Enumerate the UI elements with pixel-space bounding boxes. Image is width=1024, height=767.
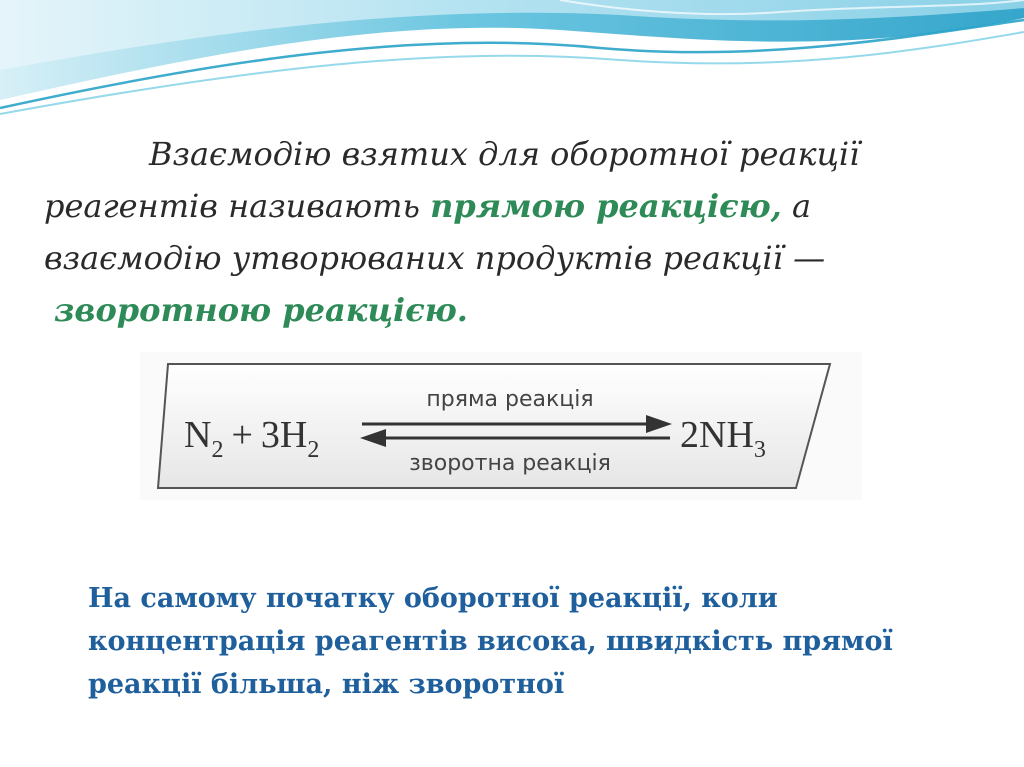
reactant-h-subscript: 2 <box>307 437 320 463</box>
plus-sign: + <box>231 414 253 456</box>
note-line-1: На самому початку оборотної реакції, коли <box>88 583 778 614</box>
note-paragraph <box>88 577 968 706</box>
reactant-h: 3H <box>260 414 308 456</box>
forward-reaction-term: прямою реакцією, <box>430 187 782 225</box>
definition-paragraph <box>44 128 944 336</box>
note-line-2: концентрація реагентів висока, швидкість прямої <box>88 626 893 657</box>
definition-line-2-end: а <box>791 187 812 225</box>
definition-line-3: взаємодію утворюваних продуктів реакції — <box>44 239 826 277</box>
forward-reaction-label: пряма реакція <box>426 387 594 412</box>
note-line-3: реакції більша, ніж зворотної <box>88 669 565 700</box>
svg-text:N2+3H2 <box>184 414 319 463</box>
definition-line-2-start: реагентів називають <box>44 187 420 225</box>
product-subscript: 3 <box>753 437 766 463</box>
reverse-reaction-term: зворотною реакцією. <box>54 291 468 329</box>
reactant-n: N <box>184 414 212 456</box>
definition-line-1: Взаємодію взятих для оборотної реакції <box>149 135 860 173</box>
svg-text:2NH3 <box>680 414 766 463</box>
product-nh: 2NH <box>680 414 754 456</box>
definition-line-4 <box>44 284 944 336</box>
header-wave-decoration <box>0 0 1024 120</box>
reverse-reaction-label: зворотна реакція <box>409 451 611 476</box>
reaction-equation-svg <box>140 352 862 500</box>
reaction-equation-figure <box>140 352 862 500</box>
definition-line-2 <box>44 180 944 232</box>
reactant-n-subscript: 2 <box>211 437 224 463</box>
